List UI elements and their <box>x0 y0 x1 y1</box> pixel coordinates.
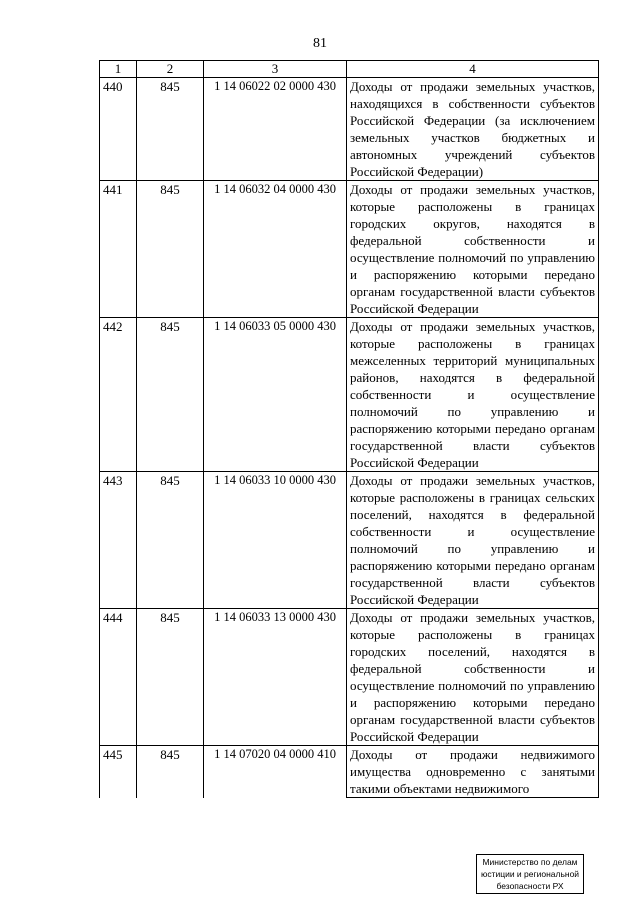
row-number: 443 <box>100 472 137 609</box>
column-header-2: 2 <box>137 61 204 78</box>
table-row <box>100 609 599 746</box>
row-number: 440 <box>100 78 137 181</box>
column-header-1: 1 <box>100 61 137 78</box>
column-header-3: 3 <box>204 61 347 78</box>
revenue-description: Доходы от продажи земельных участков, которые расположены в границах городских округов, находятся в федеральной собственности и осуществление полномочий по управлению и распоряжению которыми передано органам государственной власти субъектов Российской Федерации <box>347 181 599 318</box>
budget-classification-code: 1 14 06032 04 0000 430 <box>204 181 347 318</box>
table-row <box>100 78 599 181</box>
administrator-code: 845 <box>137 746 204 798</box>
administrator-code: 845 <box>137 472 204 609</box>
ministry-stamp <box>476 854 584 894</box>
administrator-code: 845 <box>137 78 204 181</box>
administrator-code: 845 <box>137 609 204 746</box>
stamp-line: безопасности РХ <box>496 881 564 891</box>
table-row <box>100 746 599 798</box>
budget-classification-code: 1 14 06022 02 0000 430 <box>204 78 347 181</box>
revenue-description: Доходы от продажи земельных участков, которые расположены в границах межселенных территорий муниципальных районов, находятся в федеральной собственности и осуществление полномочий по управлению и распоряжению которыми передано органам государственной власти субъектов Российской Федерации <box>347 318 599 472</box>
row-number: 444 <box>100 609 137 746</box>
row-number: 445 <box>100 746 137 798</box>
revenue-codes-table <box>99 60 599 798</box>
stamp-line: юстиции и региональной <box>480 869 580 879</box>
stamp-line: Министерство по делам <box>482 857 578 867</box>
budget-classification-code: 1 14 06033 13 0000 430 <box>204 609 347 746</box>
column-header-4: 4 <box>347 61 599 78</box>
revenue-description: Доходы от продажи земельных участков, которые расположены в границах сельских поселений, находятся в федеральной собственности и осуществление полномочий по управлению и распоряжению которыми передано органам государственной власти субъектов Российской Федерации <box>347 472 599 609</box>
budget-classification-code: 1 14 06033 10 0000 430 <box>204 472 347 609</box>
table-header-row <box>100 61 599 78</box>
administrator-code: 845 <box>137 318 204 472</box>
revenue-description: Доходы от продажи земельных участков, которые расположены в границах городских поселений, находятся в федеральной собственности и осуществление полномочий по управлению и распоряжению которыми передано органам государственной власти субъектов Российской Федерации <box>347 609 599 746</box>
table-row <box>100 472 599 609</box>
row-number: 441 <box>100 181 137 318</box>
administrator-code: 845 <box>137 181 204 318</box>
page-number: 81 <box>313 36 327 51</box>
budget-classification-code: 1 14 06033 05 0000 430 <box>204 318 347 472</box>
table-row <box>100 181 599 318</box>
budget-classification-code: 1 14 07020 04 0000 410 <box>204 746 347 798</box>
revenue-description: Доходы от продажи недвижимого имущества одновременно с занятыми такими объектами недвижимого <box>347 746 599 798</box>
table-row <box>100 318 599 472</box>
row-number: 442 <box>100 318 137 472</box>
revenue-description: Доходы от продажи земельных участков, находящихся в собственности субъектов Российской Федерации (за исключением земельных участков бюджетных и автономных учреждений субъектов Российской Федерации) <box>347 78 599 181</box>
